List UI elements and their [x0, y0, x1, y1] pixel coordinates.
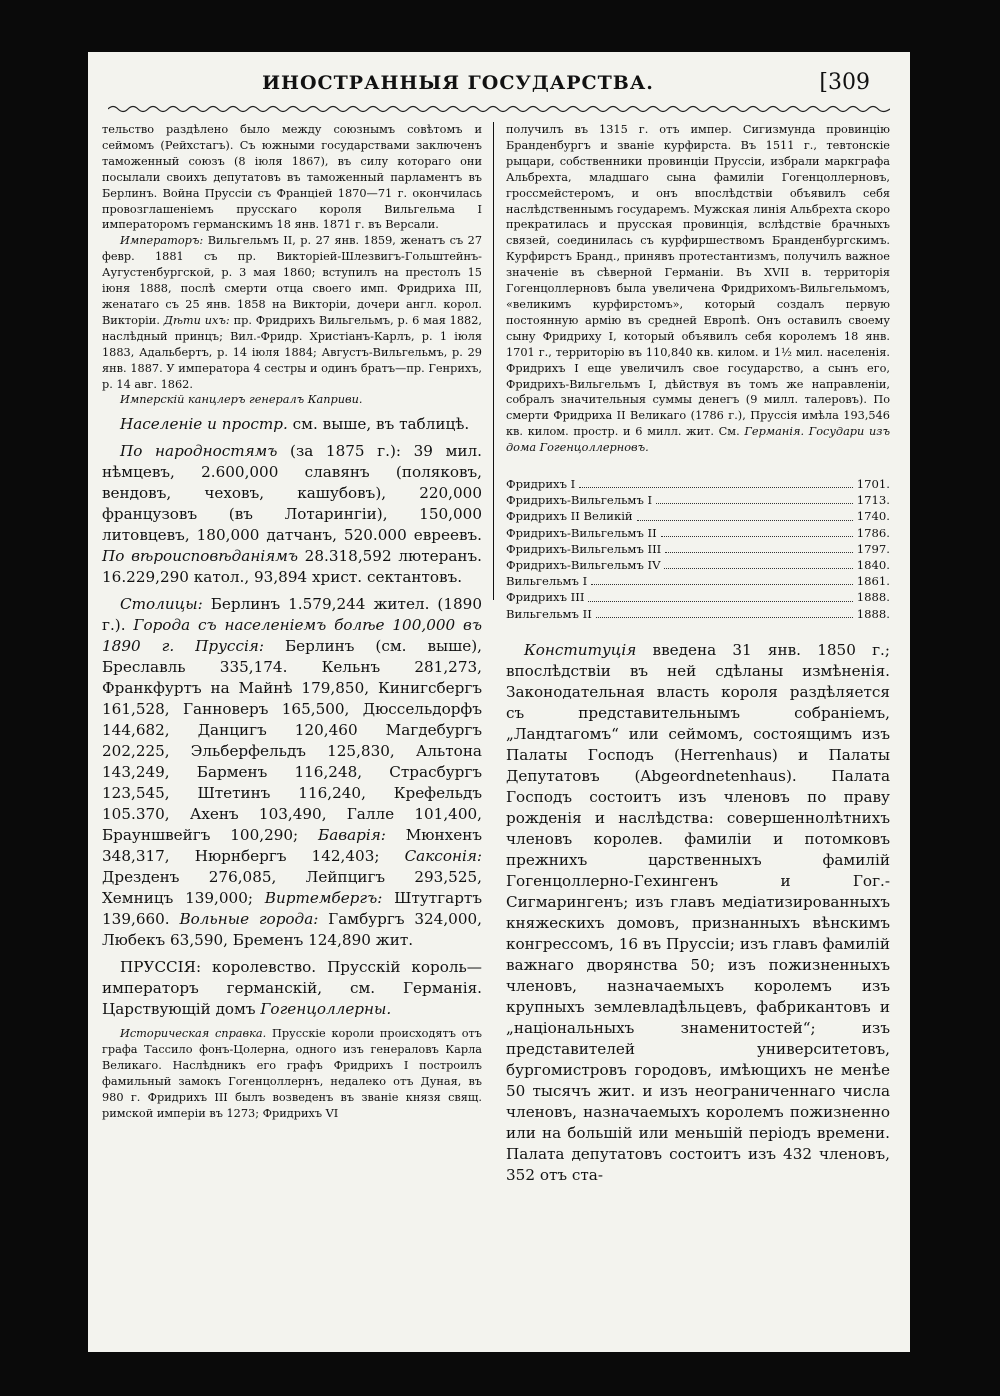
leader-dots — [596, 606, 853, 618]
leader-dots — [665, 541, 853, 553]
decorative-wave-rule — [108, 102, 890, 116]
leader-dots — [591, 573, 853, 585]
population-text: см. выше, въ таблицѣ. — [287, 415, 470, 434]
ruler-name: Фридрихъ II Великій — [506, 509, 633, 524]
constitution-lead: Конституція — [524, 640, 637, 659]
ruler-year: 1786. — [856, 525, 890, 540]
column-divider — [493, 122, 494, 600]
population-lead: Населеніе и простр. — [120, 415, 288, 434]
ruler-year: 1740. — [856, 509, 890, 524]
paragraph-historical-note — [102, 1026, 482, 1121]
paragraph-prussia — [102, 957, 482, 1020]
paragraph-history-end: тельство раздѣлено было между союзнымъ совѣтомъ и сеймомъ (Рейхстагъ). Съ южными государствами заключенъ таможенный союзъ (8 іюля 1867), въ силу котораго они посылали своихъ депутатовъ въ таможенный парламентъ въ Берлинъ. Война Пруссіи съ Франціей 1870—71 г. окончилась провозглашеніемъ прусскаго короля Вильгельма I императоромъ германскимъ 18 янв. 1871 г. въ Версали. — [102, 123, 482, 232]
left-column — [102, 122, 482, 1122]
ruler-row — [506, 606, 890, 622]
ruler-year: 1888. — [856, 590, 890, 605]
ruler-row — [506, 492, 890, 508]
paragraph-cities — [102, 594, 482, 951]
leader-dots — [656, 492, 853, 504]
ruler-name: Фридрихъ I — [506, 477, 576, 492]
religions-lead: По вѣроисповѣданіямъ — [102, 547, 298, 566]
capitals-lead: Столицы: — [120, 595, 203, 614]
bavaria-cities: Мюнхенъ 348,317, Нюрнбергъ 142,403; — [102, 826, 482, 866]
ruler-year: 1701. — [856, 477, 890, 492]
rulers-heading: Германія. Государи изъ дома Гогенцоллерновъ. — [506, 425, 890, 455]
bavaria-lead: Баварія: — [318, 826, 386, 845]
paragraph-emperor — [102, 233, 482, 392]
nationalities-lead: По народностямъ — [120, 442, 278, 461]
wurttemberg-cities: Штутгартъ 139,660. — [102, 889, 482, 929]
leader-dots — [579, 476, 853, 488]
cities-lead: Города съ населеніемъ болѣе 100,000 въ 1890 г. Пруссія: — [102, 616, 482, 656]
ruler-row — [506, 476, 890, 492]
constitution-text: введена 31 янв. 1850 г.; впослѣдствіи въ ней сдѣланы измѣненія. Законодательная власть короля раздѣляется съ представительнымъ собраніемъ, „Ландтагомъ“ или сеймомъ, состоящимъ изъ Палаты Господъ (Herrenhaus) и Палаты Депутатовъ (Abgeordnetenhaus). Палата Господъ состоитъ изъ членовъ по праву рожденія и наслѣдства: совершеннолѣтнихъ членовъ королев. фамиліи и потомковъ прежнихъ царственныхъ фамилій Гогенцоллерно-Гехингенъ и Гог.-Сигмарингенъ; изъ главъ медіатизированныхъ княжескихъ домовъ, признанныхъ вѣнскимъ конгрессомъ, 16 въ Пруссіи; изъ главъ фамилій важнаго дворянства 50; изъ пожизненныхъ членовъ, назначаемыхъ королемъ изъ крупныхъ землевладѣльцевъ, фабрикантовъ и „національныхъ знаменитостей“; изъ представителей университетовъ, бургомистровъ городовъ, имѣющихъ не менѣе 50 тысячъ жит. и изъ неограниченнаго числа членовъ, назначаемыхъ королемъ пожизненно или на большій или меньшій періодъ времени. Палата депутатовъ состоитъ изъ 432 членовъ, 352 отъ ста- — [506, 640, 890, 1184]
children-label: Дѣти ихъ: — [163, 313, 230, 327]
paragraph-population — [102, 414, 482, 435]
paragraph-nationalities — [102, 441, 482, 588]
nationalities-text: (за 1875 г.): 39 мил. нѣмцевъ, 2.600,000 славянъ (поляковъ, вендовъ, чеховъ, кашубовъ), 220,000 французовъ (въ Лотарингіи), 150,000 литовцевъ, 180,000 датчанъ, 520.000 евреевъ. — [102, 442, 482, 545]
ruler-name: Фридрихъ-Вильгельмъ I — [506, 493, 653, 508]
page-header — [88, 72, 910, 104]
emperor-label: Императоръ: — [120, 234, 204, 248]
ruler-name: Фридрихъ-Вильгельмъ III — [506, 541, 662, 556]
paragraph-chancellor — [102, 392, 482, 408]
ruler-year: 1888. — [856, 606, 890, 621]
emperor-text: Вильгельмъ II, р. 27 янв. 1859, женатъ съ 27 февр. 1881 съ пр. Викторіей-Шлезвигъ-Гольштейнъ-Аугустенбургской, р. 3 мая 1860; вступилъ на престолъ 15 іюня 1888, послѣ смерти отца своего имп. Фридриха III, женатаго съ 25 янв. 1858 на Викторіи, дочери англ. корол. Викторіи. — [102, 234, 483, 327]
ruler-name: Фридрихъ III — [506, 590, 585, 605]
leader-dots — [664, 557, 852, 569]
historical-note-text: Прусскіе короли происходятъ отъ графа Тассило фонъ-Цолерна, одного изъ генераловъ Карла Великаго. Наслѣдникъ его графъ Фридрихъ I построилъ фамильный замокъ Гогенцоллернъ, недалеко отъ Дуная, въ 980 г. Фридрихъ III былъ возведенъ въ званіе князя свящ. римской имперіи въ 1273; Фридрихъ VI — [102, 1027, 482, 1120]
saxony-cities: Дрезденъ 276,085, Лейпцигъ 293,525, Хемницъ 139,000; — [102, 868, 482, 908]
ruler-row — [506, 525, 890, 541]
prussia-text: ПРУССІЯ: королевство. Прусскій король—императоръ германскій, см. Германія. Царствующій домъ — [102, 958, 482, 1019]
children-text: пр. Фридрихъ Вильгельмъ, р. 6 мая 1882, наслѣдный принцъ; Вил.-Фридр. Христіанъ-Карлъ, р. 1 іюля 1883, Адальбертъ, р. 14 іюля 1884; Августъ-Вильгельмъ, р. 29 янв. 1887. У императора 4 сестры и одинъ братъ—пр. Генрихъ, р. 14 авг. 1862. — [102, 313, 483, 391]
leader-dots — [661, 525, 853, 537]
paragraph-brandenburg — [506, 122, 890, 456]
religions-text: 28.318,592 лютеранъ. 16.229,290 катол., 93,894 христ. сектантовъ. — [102, 547, 482, 587]
historical-note-label: Историческая справка. — [120, 1027, 267, 1041]
ruler-row — [506, 573, 890, 589]
ruler-year: 1713. — [856, 493, 890, 508]
paragraph-constitution — [506, 640, 890, 1186]
ruler-row — [506, 508, 890, 524]
capitals-text: Берлинъ 1.579,244 жител. (1890 г.). — [102, 595, 482, 635]
dynasty-name: Гогенцоллерны. — [260, 1000, 392, 1019]
leader-dots — [588, 589, 852, 601]
running-title: ИНОСТРАННЫЯ ГОСУДАРСТВА. — [262, 72, 654, 94]
ruler-year: 1861. — [856, 574, 890, 589]
chancellor-text: Имперскій канцлеръ генералъ Каприви. — [120, 393, 363, 407]
ruler-year: 1797. — [856, 541, 890, 556]
ruler-name: Вильгельмъ II — [506, 606, 592, 621]
page — [88, 52, 910, 1352]
right-column — [506, 122, 890, 1186]
ruler-year: 1840. — [856, 558, 890, 573]
prussia-cities: Берлинъ (см. выше), Бреславль 335,174. Кельнъ 281,273, Франкфуртъ на Майнѣ 179,850, Кинигсбергъ 161,528, Ганноверъ 165,500, Дюссельдорфъ 144,682, Данцигъ 120,460 Магдебургъ 202,225, Эльберфельдъ 125,830, Альтона 143,249, Барменъ 116,248, Страсбургъ 123,545, Штетинъ 116,240, Крефельдъ 105.370, Ахенъ 103,490, Галле 101,400, Брауншвейгъ 100,290; — [102, 637, 482, 845]
leader-dots — [637, 508, 853, 520]
ruler-name: Фридрихъ-Вильгельмъ II — [506, 525, 657, 540]
ruler-row — [506, 541, 890, 557]
ruler-row — [506, 557, 890, 573]
rulers-list — [506, 476, 890, 622]
saxony-lead: Саксонія: — [404, 847, 482, 866]
ruler-row — [506, 589, 890, 605]
wurttemberg-lead: Виртембергъ: — [264, 889, 383, 908]
free-cities: Гамбургъ 324,000, Любекъ 63,590, Бременъ 124,890 жит. — [102, 910, 482, 950]
brandenburg-text: получилъ въ 1315 г. отъ импер. Сигизмунда провинцію Бранденбургъ и званіе курфирста. Въ 1511 г., тевтонскіе рыцари, собственники провинціи Пруссіи, избрали маркграфа Альбрехта, младшаго сына фамиліи Гогенцоллерновъ, гроссмейстеромъ, и онъ впослѣдствіи объявилъ себя наслѣдственнымъ государемъ. Мужская линія Альбрехта скоро прекратилась и прусская провинція, вслѣдствіе брачныхъ связей, соединилась съ курфиршествомъ Бранденбургскимъ. Курфирстъ Бранд., принявъ протестантизмъ, получилъ важное значеніе въ сѣверной Германіи. Въ XVII в. территорія Гогенцоллерновъ была увеличена Фридрихомъ-Вильгельмомъ, «великимъ курфирстомъ», который создалъ первую постоянную армію въ средней Европѣ. Онъ оставилъ своему сыну Фридриху I, который объявилъ себя королемъ 18 янв. 1701 г., территорію въ 110,840 кв. килом. и 1½ мил. населенія. Фридрихъ I еще увеличилъ свое государство, а сынъ его, Фридрихъ-Вильгельмъ I, дѣйствуя въ томъ же направленіи, собралъ значительныя суммы денегъ (9 милл. талеровъ). По смерти Фридриха II Великаго (1786 г.), Пруссія имѣла 193,546 кв. килом. простр. и 6 милл. жит. См. — [506, 123, 890, 439]
free-cities-lead: Вольные города: — [179, 910, 319, 929]
ruler-name: Вильгельмъ I — [506, 574, 588, 589]
ruler-name: Фридрихъ-Вильгельмъ IV — [506, 558, 661, 573]
page-number: [309 — [819, 70, 870, 95]
